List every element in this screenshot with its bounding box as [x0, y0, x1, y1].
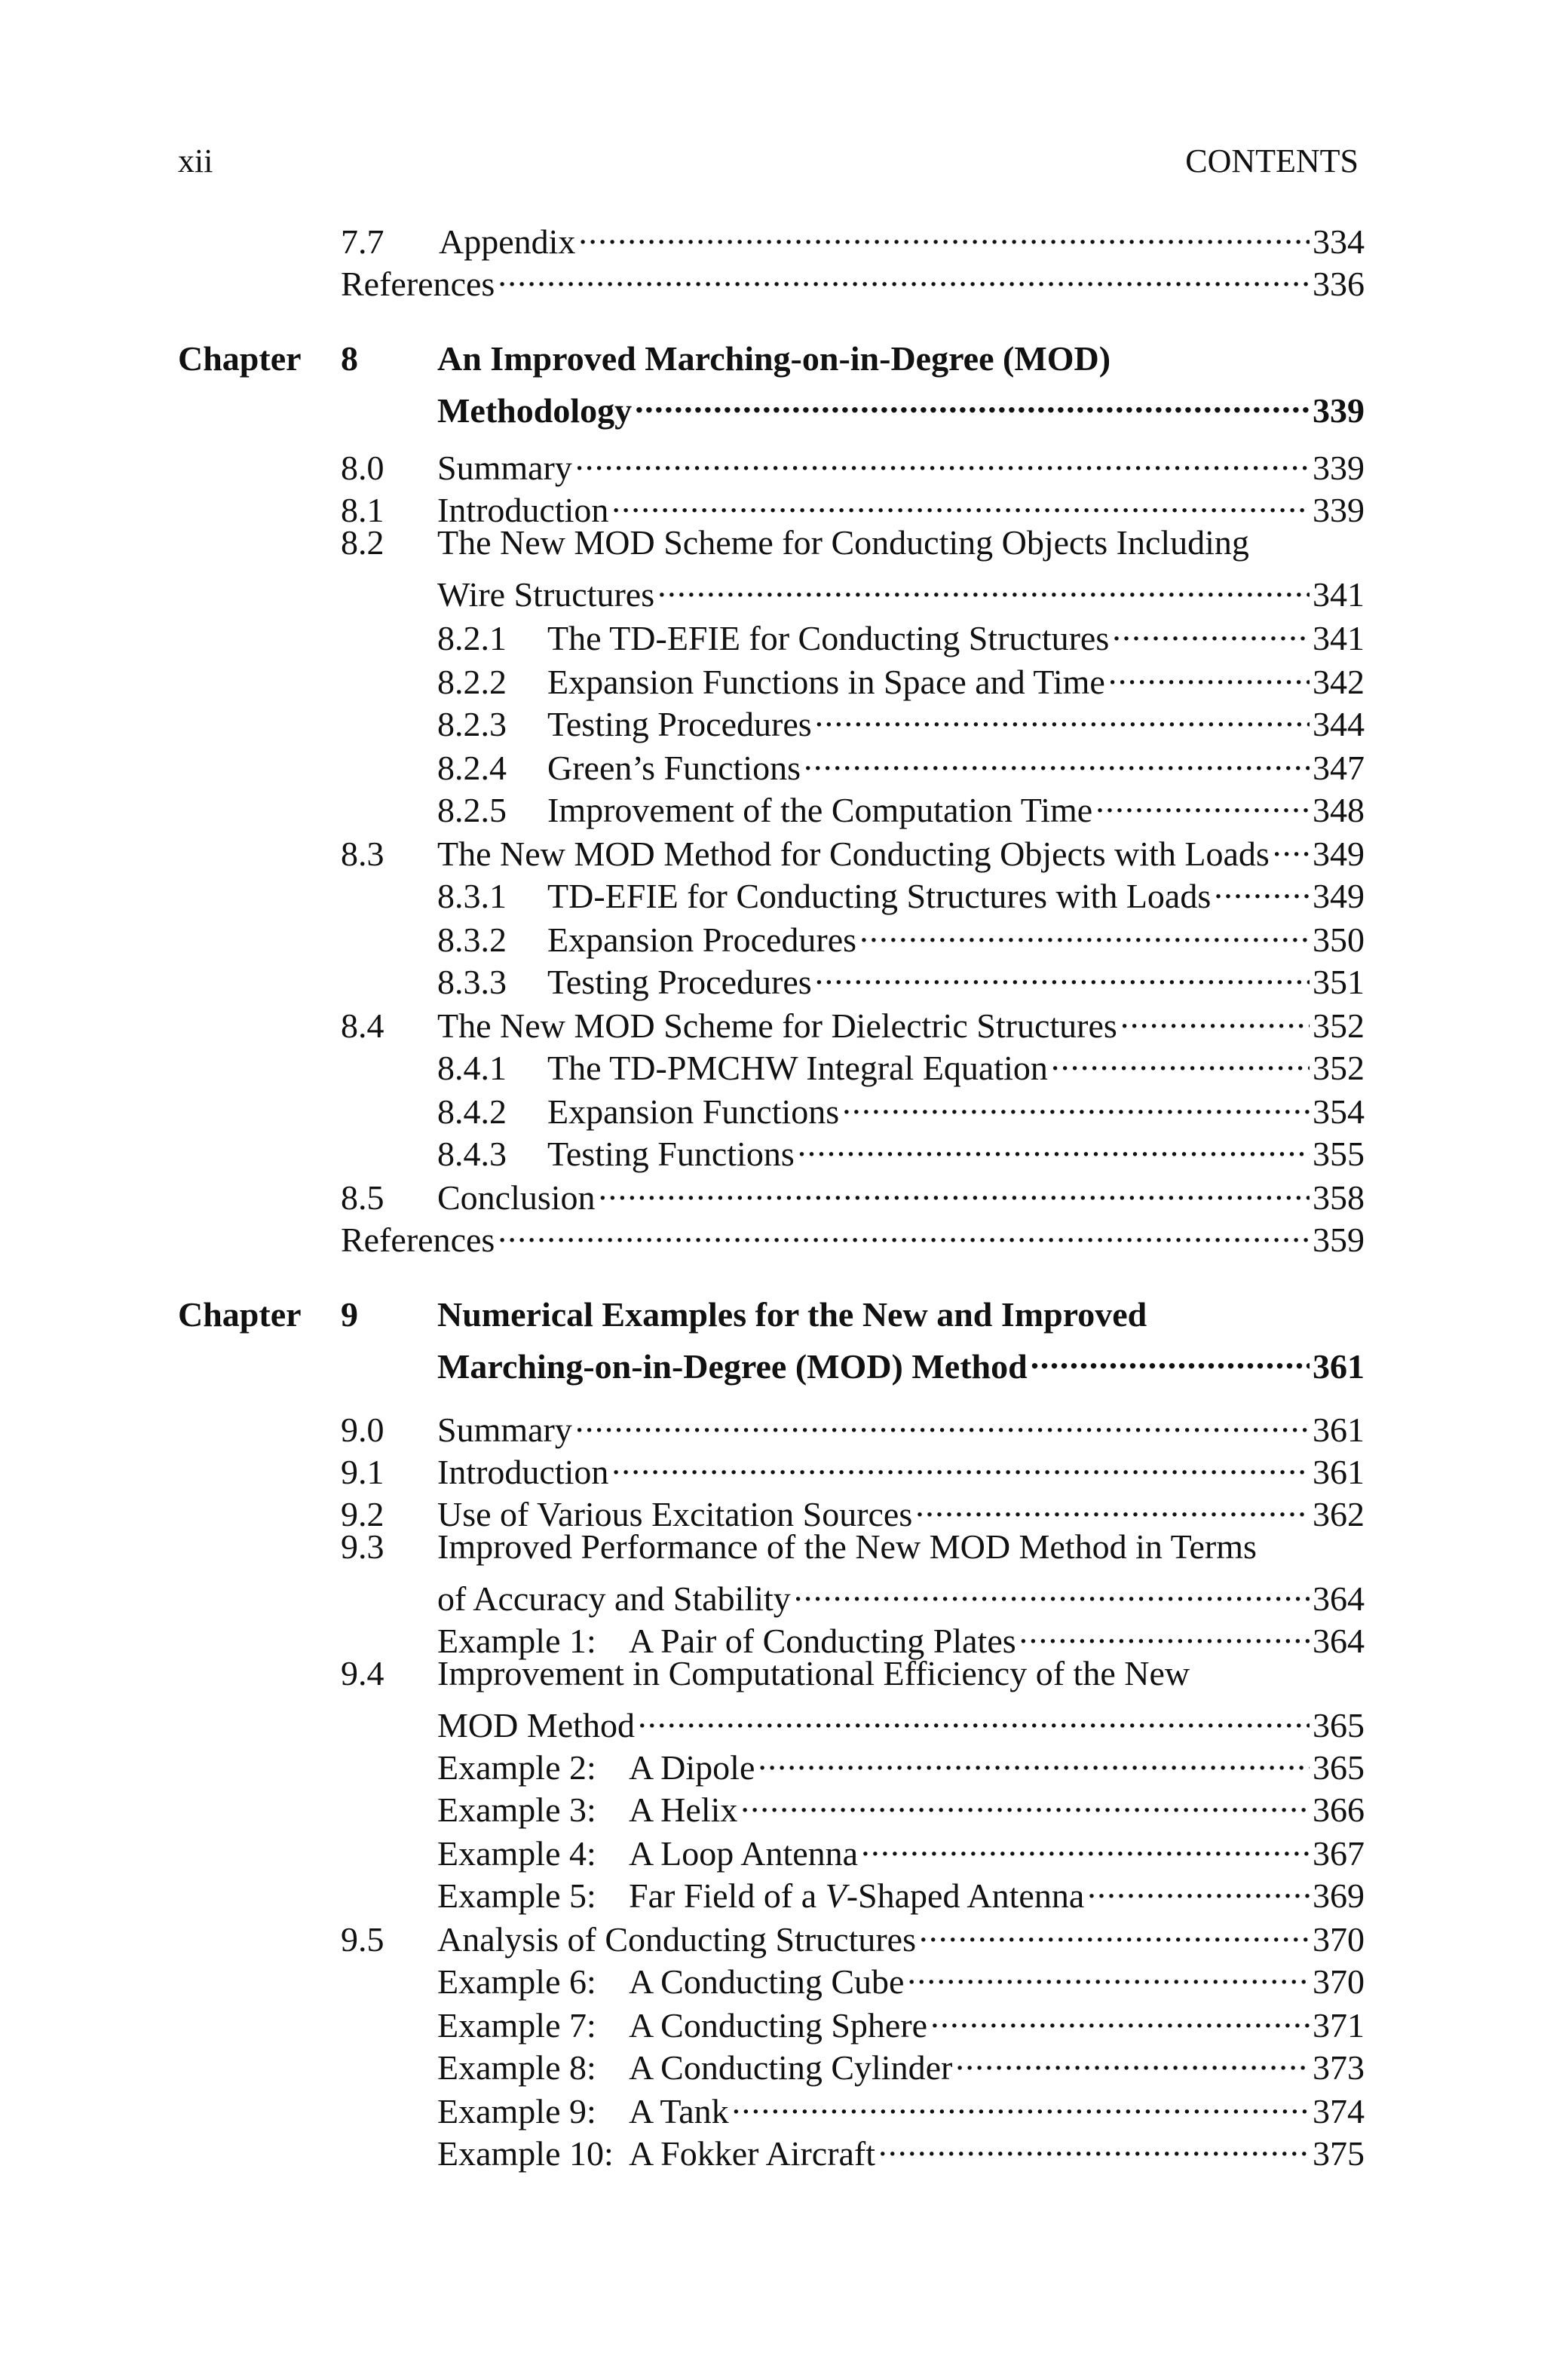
- page-ref: 361: [1313, 1411, 1365, 1449]
- example-label: Example 1:: [437, 1622, 596, 1660]
- page-ref: 350: [1313, 920, 1365, 959]
- leader-dots: [815, 694, 1310, 736]
- page-ref: 344: [1313, 705, 1365, 743]
- page-ref: 365: [1313, 1748, 1365, 1787]
- page-ref: 341: [1313, 619, 1365, 657]
- page-ref: 339: [1313, 449, 1365, 487]
- section-title: The New MOD Method for Conducting Objects with Loads: [437, 835, 1270, 873]
- section-number-9-4: 9.4: [341, 1654, 384, 1692]
- chapter-label: Chapter: [178, 1295, 302, 1334]
- section-number-8-2: 8.2: [341, 523, 384, 562]
- leader-dots: [498, 253, 1310, 296]
- leader-dots: [1051, 1037, 1310, 1080]
- page-ref: 348: [1313, 791, 1365, 829]
- leader-dots: [815, 951, 1310, 994]
- example-title-post: -Shaped Antenna: [846, 1876, 1085, 1915]
- page-ref: 347: [1313, 749, 1365, 787]
- example-title-pre: Far Field of a: [629, 1876, 826, 1915]
- section-title: MOD Method: [437, 1706, 635, 1744]
- section-number: 8.2.4: [437, 749, 507, 787]
- chapter-title-line1: Numerical Examples for the New and Improved: [437, 1295, 1147, 1334]
- page-ref: 375: [1313, 2134, 1365, 2173]
- section-number: 8.4.1: [437, 1049, 507, 1087]
- leader-dots: [498, 1209, 1310, 1251]
- section-number: 8.0: [341, 449, 384, 487]
- leader-dots: [907, 1951, 1310, 1993]
- section-title: The TD-PMCHW Integral Equation: [547, 1049, 1048, 1087]
- section-title: TD-EFIE for Conducting Structures with Loads: [547, 877, 1212, 915]
- example-label: Example 8:: [437, 2048, 596, 2087]
- leader-dots: [1120, 995, 1310, 1037]
- section-title: References: [341, 1221, 495, 1259]
- page-ref: 364: [1313, 1579, 1365, 1618]
- example-label: Example 4:: [437, 1834, 596, 1873]
- example-title: A Loop Antenna: [629, 1834, 859, 1873]
- leader-dots: [1087, 1865, 1310, 1907]
- page-ref: 374: [1313, 2092, 1365, 2130]
- page-ref: 354: [1313, 1092, 1365, 1131]
- section-number: 8.4.2: [437, 1092, 507, 1131]
- section-title: Wire Structures: [437, 575, 655, 614]
- leader-dots: [1214, 865, 1310, 908]
- section-number: 8.3.3: [437, 963, 507, 1001]
- section-title: Use of Various Excitation Sources: [437, 1495, 913, 1533]
- leader-dots: [1095, 780, 1310, 822]
- page-ref: 370: [1313, 1920, 1365, 1959]
- page-ref: 352: [1313, 1049, 1365, 1087]
- page-ref: 359: [1313, 1221, 1365, 1259]
- section-title: The New MOD Scheme for Dielectric Structures: [437, 1006, 1117, 1045]
- page-ref: 361: [1313, 1453, 1365, 1491]
- page-ref: 364: [1313, 1622, 1365, 1660]
- example-title-italic: V: [825, 1876, 847, 1915]
- leader-dots: [732, 2081, 1310, 2123]
- example-label: Example 9:: [437, 2092, 596, 2130]
- chapter-title-line1: An Improved Marching-on-in-Degree (MOD): [437, 339, 1111, 378]
- page-ref: 366: [1313, 1790, 1365, 1829]
- leader-dots: [758, 1737, 1310, 1779]
- section-title: Testing Procedures: [547, 963, 812, 1001]
- leader-dots: [930, 1995, 1310, 2037]
- leader-dots: [575, 437, 1310, 479]
- chapter-number: 8: [341, 339, 358, 378]
- example-title: A Fokker Aircraft: [629, 2134, 876, 2173]
- page-ref: 361: [1313, 1347, 1365, 1386]
- page-ref: 367: [1313, 1834, 1365, 1873]
- page-ref: 355: [1313, 1135, 1365, 1173]
- page-ref: 339: [1313, 391, 1365, 430]
- page-ref: 371: [1313, 2006, 1365, 2045]
- section-title: Testing Procedures: [547, 705, 812, 743]
- page-ref: 341: [1313, 575, 1365, 614]
- leader-dots: [804, 737, 1310, 780]
- page-ref: 339: [1313, 491, 1365, 529]
- page-ref: 336: [1313, 265, 1365, 303]
- page-ref: 351: [1313, 963, 1365, 1001]
- section-number: 8.4: [341, 1006, 384, 1045]
- leader-dots: [638, 1695, 1310, 1737]
- page-ref: 358: [1313, 1178, 1365, 1217]
- page-ref: 342: [1313, 663, 1365, 701]
- example-label: Example 6:: [437, 1962, 596, 2001]
- page-ref: 373: [1313, 2048, 1365, 2087]
- section-number: 9.0: [341, 1411, 384, 1449]
- section-title-9-4-line1: Improvement in Computational Efficiency of the New: [437, 1654, 1190, 1692]
- section-title: Expansion Functions: [547, 1092, 840, 1131]
- leader-dots: [611, 479, 1310, 522]
- section-number: 8.5: [341, 1178, 384, 1217]
- toc-entry-ch8-references[interactable]: [341, 1209, 1365, 1261]
- page-ref: 349: [1313, 835, 1365, 873]
- leader-dots: [1112, 608, 1310, 650]
- example-title: A Conducting Cylinder: [629, 2048, 953, 2087]
- section-number: 8.2.2: [437, 663, 507, 701]
- section-title: Introduction: [437, 491, 609, 529]
- page-ref: 334: [1313, 222, 1365, 261]
- toc-entry-chapter-8[interactable]: [437, 380, 1365, 432]
- section-number: 7.7: [341, 222, 384, 261]
- leader-dots: [955, 2037, 1310, 2079]
- toc-entry-example-10[interactable]: [437, 2123, 1365, 2175]
- leader-dots: [740, 1779, 1310, 1821]
- example-label: Example 3:: [437, 1790, 596, 1829]
- section-title-9-3-line1: Improved Performance of the New MOD Method in Terms: [437, 1527, 1257, 1566]
- section-title: Summary: [437, 1411, 572, 1449]
- section-number: 8.2.3: [437, 705, 507, 743]
- chapter-title-line2: Marching-on-in-Degree (MOD) Method: [437, 1347, 1028, 1386]
- page-ref: 362: [1313, 1495, 1365, 1533]
- section-title: Expansion Procedures: [547, 920, 857, 959]
- section-number: 8.3: [341, 835, 384, 873]
- section-title: Testing Functions: [547, 1135, 795, 1173]
- page-number: xii: [178, 142, 213, 179]
- page-ref: 369: [1313, 1876, 1365, 1915]
- section-number-9-3: 9.3: [341, 1527, 384, 1566]
- section-number: 8.3.2: [437, 920, 507, 959]
- leader-dots: [1108, 651, 1310, 694]
- section-number: 8.2.1: [437, 619, 507, 657]
- section-title: Improvement of the Computation Time: [547, 791, 1093, 829]
- leader-dots: [1019, 1610, 1310, 1653]
- section-title: of Accuracy and Stability: [437, 1579, 791, 1618]
- section-number: 9.2: [341, 1495, 384, 1533]
- example-title: A Tank: [629, 2092, 729, 2130]
- leader-dots: [919, 1909, 1310, 1951]
- leader-dots: [859, 909, 1310, 951]
- page-ref: 370: [1313, 1962, 1365, 2001]
- example-title: A Dipole: [629, 1748, 755, 1787]
- section-number: 9.1: [341, 1453, 384, 1491]
- section-number: 9.5: [341, 1920, 384, 1959]
- leader-dots: [794, 1568, 1310, 1610]
- running-title: CONTENTS: [1185, 142, 1359, 179]
- section-title-8-2-line1: The New MOD Scheme for Conducting Objects Including: [437, 523, 1249, 562]
- chapter-number: 9: [341, 1295, 358, 1334]
- example-label: Example 10:: [437, 2134, 614, 2173]
- leader-dots: [798, 1123, 1310, 1165]
- chapter-title-line2: Methodology: [437, 391, 633, 430]
- section-number: 8.4.3: [437, 1135, 507, 1173]
- section-title: References: [341, 265, 495, 303]
- section-title: Appendix: [439, 222, 576, 261]
- section-title: Green’s Functions: [547, 749, 801, 787]
- example-label: Example 2:: [437, 1748, 596, 1787]
- leader-dots: [657, 564, 1310, 606]
- toc-entry-chapter-9[interactable]: [437, 1336, 1365, 1388]
- section-title: Summary: [437, 449, 572, 487]
- leader-dots: [861, 1823, 1310, 1865]
- leader-dots: [842, 1081, 1310, 1123]
- section-number: 8.2.5: [437, 791, 507, 829]
- chapter-label: Chapter: [178, 339, 302, 378]
- section-title: The TD-EFIE for Conducting Structures: [547, 619, 1110, 657]
- leader-dots: [1031, 1336, 1310, 1378]
- example-title: A Conducting Cube: [629, 1962, 905, 2001]
- section-title: Analysis of Conducting Structures: [437, 1920, 916, 1959]
- example-title: A Conducting Sphere: [629, 2006, 928, 2045]
- section-number: 8.1: [341, 491, 384, 529]
- example-title: A Pair of Conducting Plates: [629, 1622, 1016, 1660]
- leader-dots: [1273, 823, 1310, 865]
- page-ref: 349: [1313, 877, 1365, 915]
- leader-dots: [915, 1484, 1310, 1526]
- section-title: Introduction: [437, 1453, 609, 1491]
- leader-dots: [635, 380, 1310, 422]
- section-title: Conclusion: [437, 1178, 596, 1217]
- example-label: Example 7:: [437, 2006, 596, 2045]
- leader-dots: [599, 1167, 1310, 1209]
- toc-entry-ch7-references[interactable]: [341, 253, 1365, 305]
- section-title: Expansion Functions in Space and Time: [547, 663, 1105, 701]
- leader-dots: [611, 1441, 1310, 1484]
- example-label: Example 5:: [437, 1876, 596, 1915]
- page-ref: 365: [1313, 1706, 1365, 1744]
- leader-dots: [575, 1399, 1310, 1441]
- example-title: A Helix: [629, 1790, 738, 1829]
- leader-dots: [878, 2123, 1310, 2165]
- page-ref: 352: [1313, 1006, 1365, 1045]
- leader-dots: [578, 211, 1310, 253]
- section-number: 8.3.1: [437, 877, 507, 915]
